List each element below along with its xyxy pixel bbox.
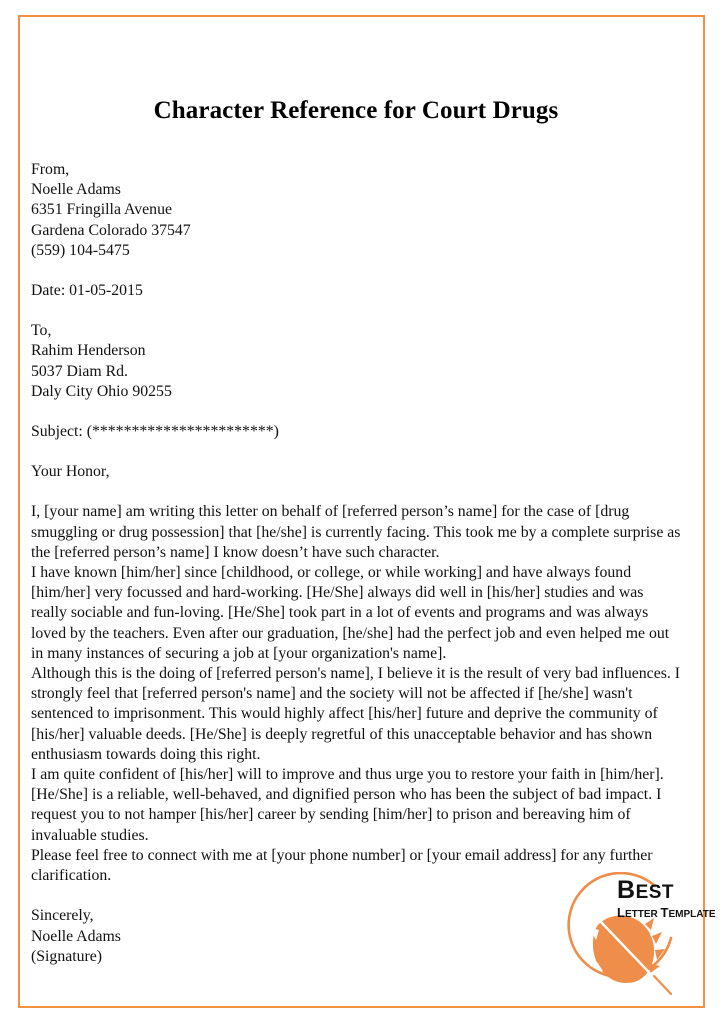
- logo-tagline-cap-1: L: [617, 905, 625, 920]
- feather-quill-icon: [585, 916, 671, 994]
- recipient-street: 5037 Diam Rd.: [31, 362, 128, 380]
- recipient-name: Rahim Henderson: [31, 342, 146, 360]
- sender-city-state-zip: Gardena Colorado 37547: [31, 221, 191, 239]
- logo-tagline-rest-2: EMPLATE: [668, 909, 716, 920]
- signature-placeholder: (Signature): [31, 947, 103, 965]
- letter-body: [31, 502, 681, 886]
- sender-phone: (559) 104-5475: [31, 241, 130, 259]
- sender-street: 6351 Fringilla Avenue: [31, 201, 172, 219]
- date-block: [31, 281, 681, 301]
- subject-block: [31, 422, 681, 442]
- logo-tagline-text: [617, 905, 716, 921]
- logo-brand-rest: EST: [635, 882, 675, 903]
- date-text: Date: 01-05-2015: [31, 282, 143, 300]
- logo-brand-cap: B: [617, 876, 636, 904]
- closing-valediction: Sincerely,: [31, 907, 94, 925]
- sender-name: Noelle Adams: [31, 181, 121, 199]
- logo-brand-text: [617, 878, 674, 903]
- body-paragraph: I am quite confident of [his/her] will to improve and thus urge you to restore your faith in [him/her]. [He/She] is a reliable, well-behaved, and dignified person who has been the subject of bad impact. I request you to not hamper [his/her] career by sending [him/her] to prison and bereaving him of invaluable studies.: [31, 766, 664, 844]
- body-paragraph: I have known [him/her] since [childhood, or college, or while working] and have always found [him/her] very focussed and hard-working. [He/She] always did well in [his/her] studies and was really sociable and fun-loving. [He/She] took part in a lot of events and programs and was always loved by the teachers. Even after our graduation, [he/she] had the perfect job and even helped me out in many instances of securing a job at [your organization's name].: [31, 564, 670, 662]
- page-title: Character Reference for Court Drugs: [153, 97, 559, 124]
- recipient-label: To,: [31, 322, 52, 340]
- salutation-block: [31, 462, 681, 482]
- body-paragraph: Please feel free to connect with me at [your phone number] or [your email address] for any further clarification.: [31, 846, 653, 885]
- body-paragraph: I, [your name] am writing this letter on behalf of [referred person’s name] for the case of [drug smuggling or drug possession] that [he/she] is currently facing. This took me by a complete surprise as the [referred person’s name] I know doesn’t have such character.: [31, 503, 681, 561]
- recipient-city-state-zip: Daly City Ohio 90255: [31, 382, 172, 400]
- salutation-text: Your Honor,: [31, 463, 110, 481]
- best-letter-template-logo: [559, 872, 716, 1004]
- sender-address-block: [31, 160, 681, 261]
- body-paragraph: Although this is the doing of [referred person's name], I believe it is the result of very bad influences. I strongly feel that [referred person's name] and the society will not be affected if [he/she] wasn't sentenced to imprisonment. This would highly affect [his/her] future and deprive the community of [his/her] valuable deeds. [He/She] is deeply regretful of this unacceptable behavior and has shown enthusiasm towards doing this right.: [31, 665, 681, 763]
- subject-text: Subject: (***********************): [31, 423, 279, 441]
- logo-tagline-cap-2: T: [660, 905, 669, 920]
- closing-name: Noelle Adams: [31, 927, 121, 945]
- letter-content: [31, 15, 681, 967]
- logo-tagline-rest-1: ETTER: [624, 909, 661, 920]
- sender-label: From,: [31, 161, 70, 178]
- recipient-address-block: [31, 321, 681, 402]
